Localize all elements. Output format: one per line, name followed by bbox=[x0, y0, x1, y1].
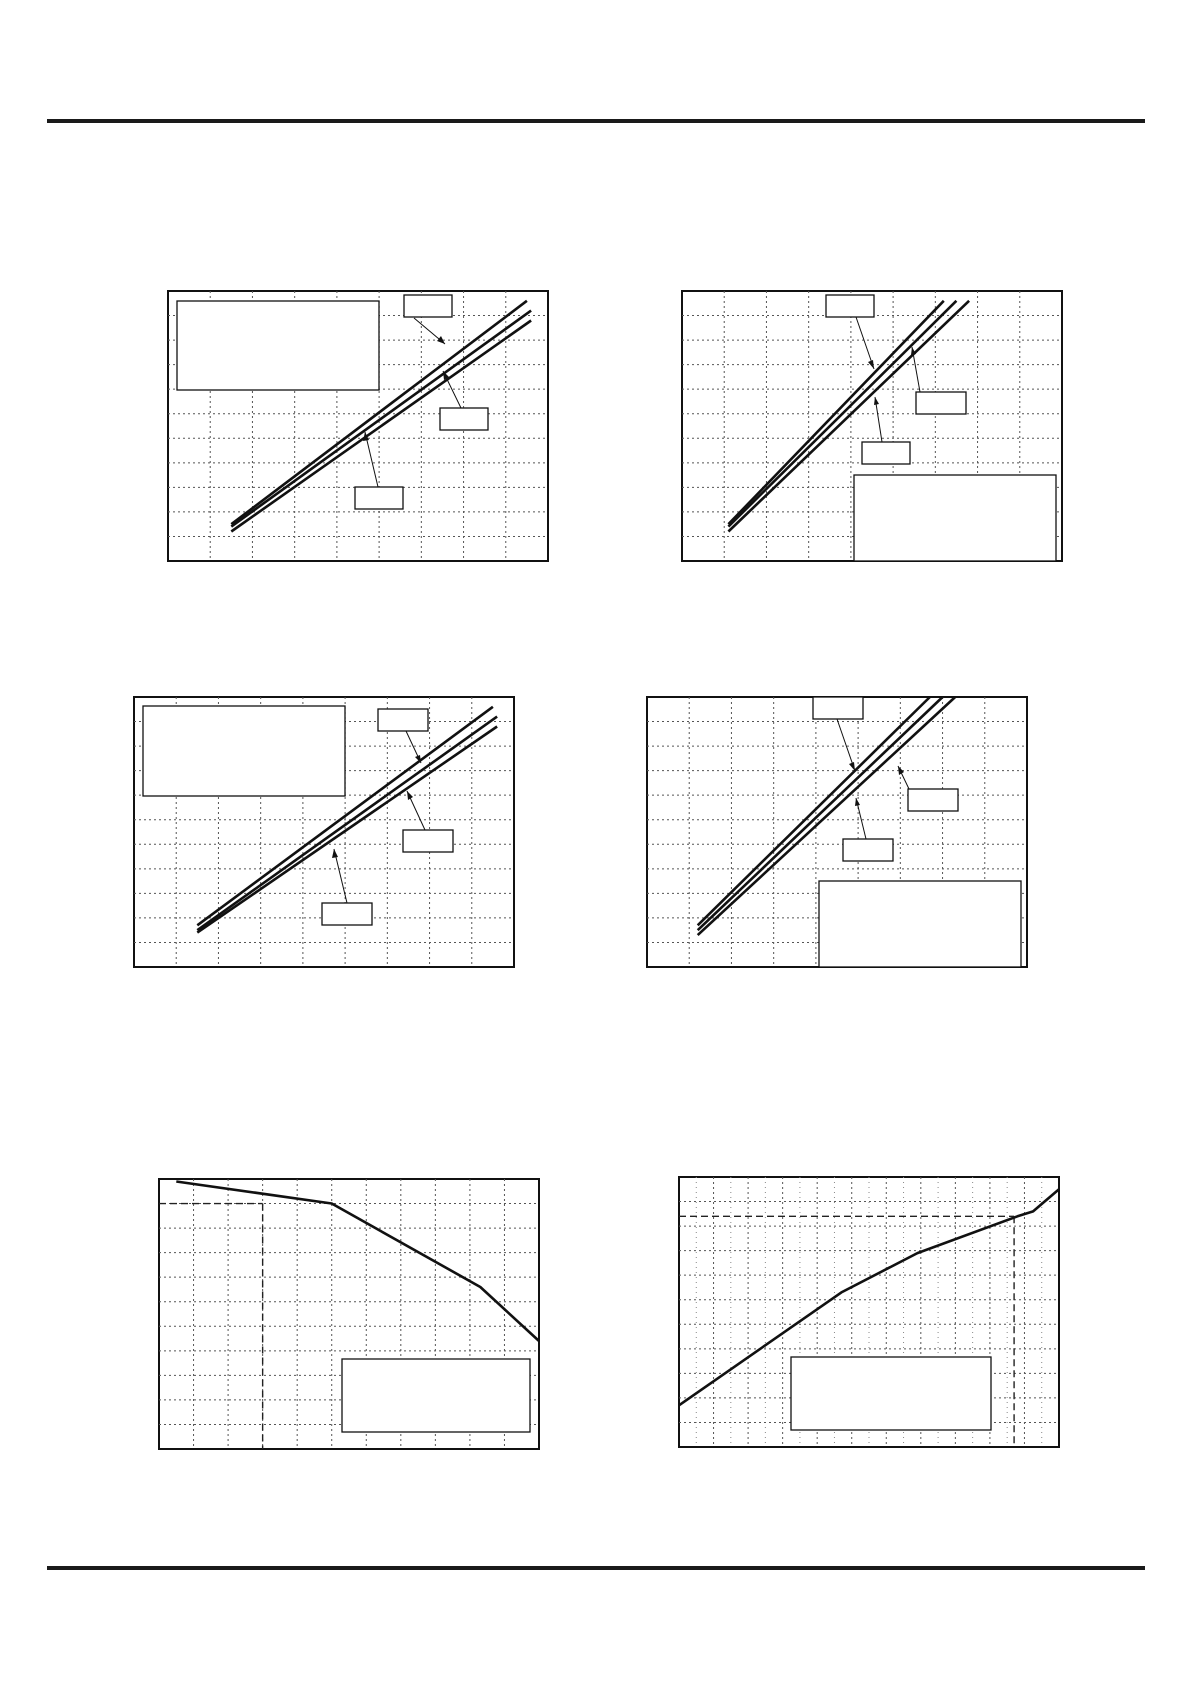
chart-6 bbox=[679, 1177, 1059, 1447]
chart-2-condition-box bbox=[854, 475, 1056, 561]
chart-1-callout-label-1 bbox=[404, 295, 452, 317]
chart-6-condition-box bbox=[791, 1357, 991, 1430]
chart-4-callout-label-2 bbox=[908, 789, 958, 811]
chart-2 bbox=[682, 291, 1062, 561]
chart-2-callout-label-1 bbox=[826, 295, 874, 317]
chart-4-condition-box bbox=[819, 881, 1021, 967]
chart-2-callout-label-2 bbox=[916, 392, 966, 414]
chart-1-callout-label-3 bbox=[355, 487, 403, 509]
chart-5-condition-box bbox=[342, 1359, 530, 1432]
footer-rule bbox=[47, 1566, 1145, 1570]
chart-3-callout-label-3 bbox=[322, 903, 372, 925]
chart-5 bbox=[159, 1179, 539, 1449]
header-rule bbox=[47, 119, 1145, 123]
chart-1-condition-box bbox=[177, 301, 379, 390]
chart-3 bbox=[134, 697, 514, 967]
chart-1-callout-label-2 bbox=[440, 408, 488, 430]
chart-3-callout-label-2 bbox=[403, 830, 453, 852]
chart-2-callout-label-3 bbox=[862, 442, 910, 464]
chart-3-condition-box bbox=[143, 706, 345, 796]
chart-1 bbox=[168, 291, 548, 561]
chart-3-callout-label-1 bbox=[378, 709, 428, 731]
chart-4-callout-label-1 bbox=[813, 697, 863, 719]
chart-4-callout-label-3 bbox=[843, 839, 893, 861]
chart-4 bbox=[647, 697, 1027, 967]
